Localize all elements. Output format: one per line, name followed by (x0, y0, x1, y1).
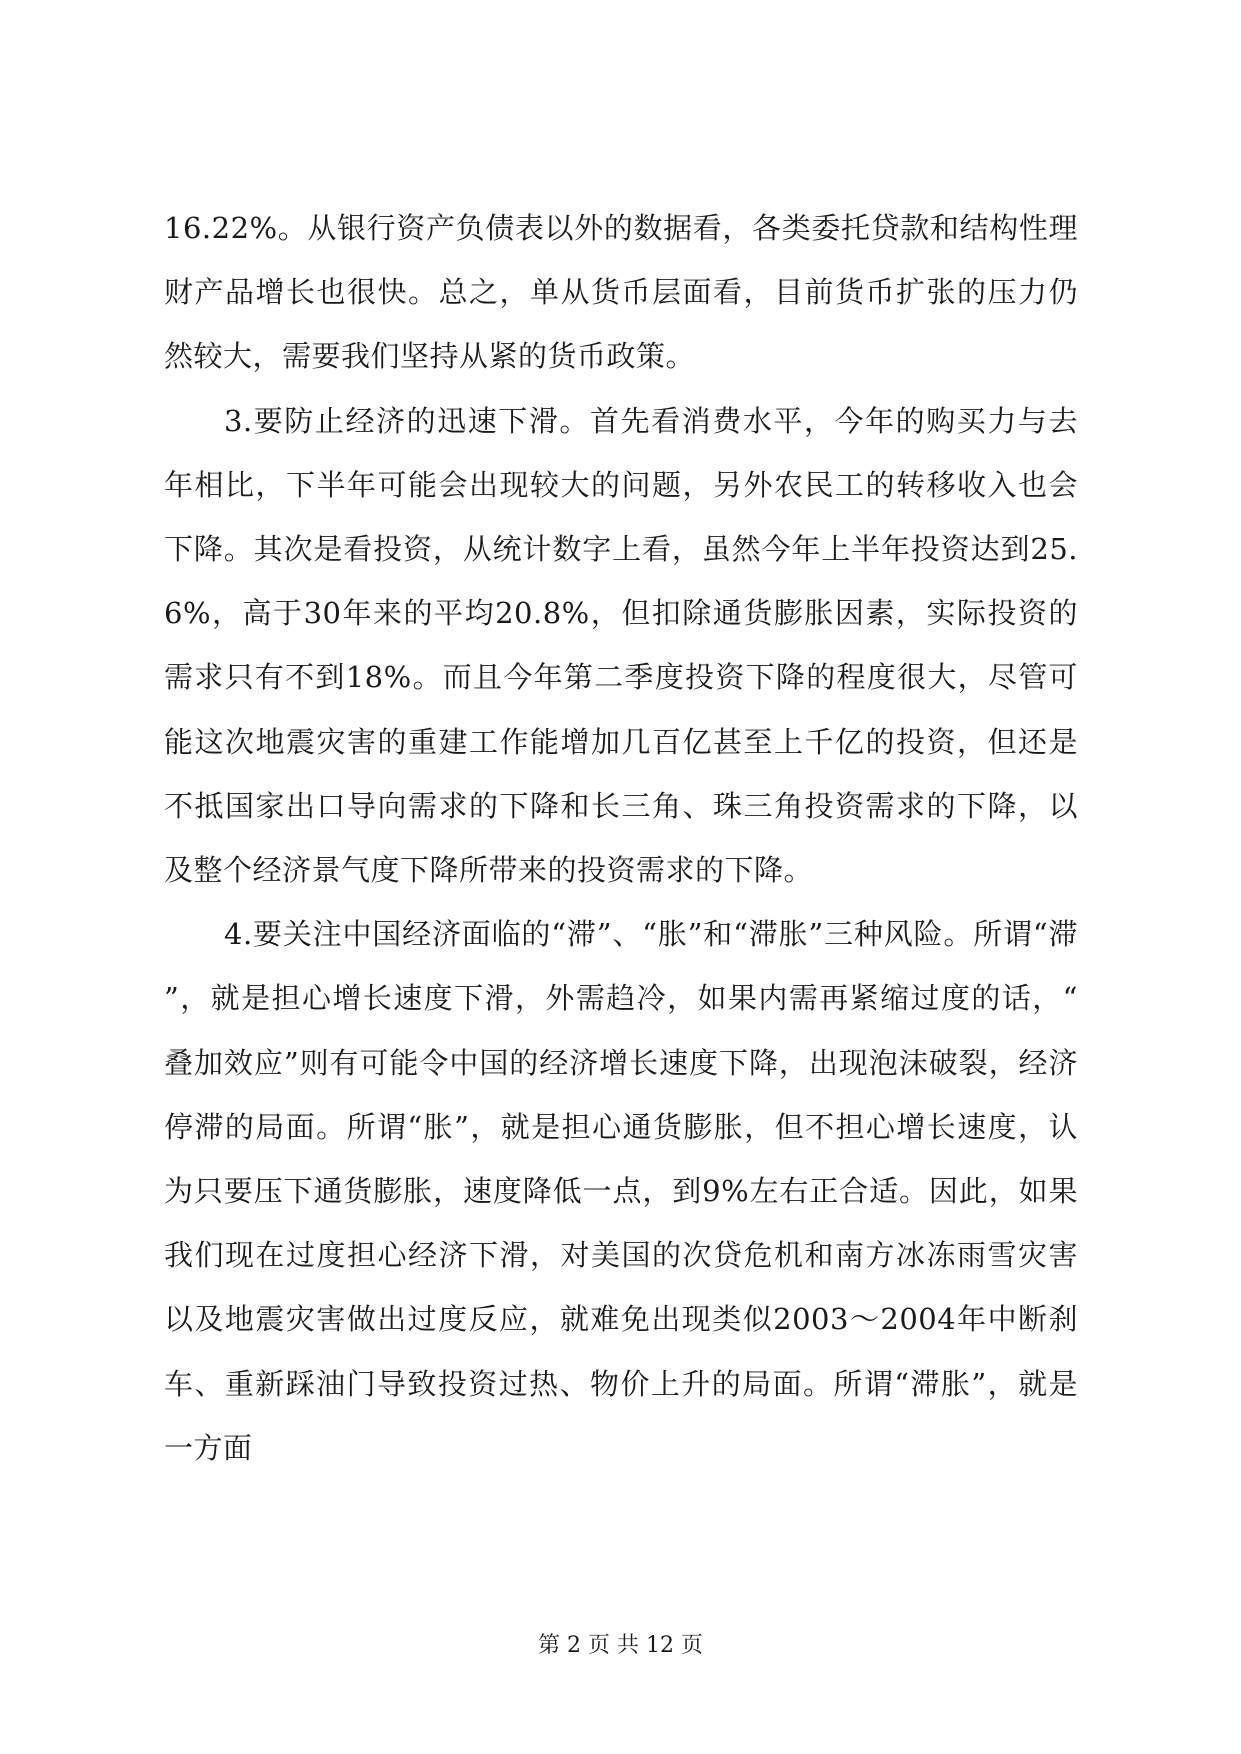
paragraph-3: 4.要关注中国经济面临的“滞”、“胀”和“滞胀”三种风险。所谓“滞”，就是担心增长速度下滑，外需趋冷，如果内需再紧缩过度的话，“叠加效应”则有可能令中国的经济增长速度下降，出现泡沫破裂，经济停滞的局面。所谓“胀”，就是担心通货膨胀，但不担心增长速度，认为只要压下通货膨胀，速度降低一点，到9%左右正合适。因此，如果我们现在过度担心经济下滑，对美国的次贷危机和南方冰冻雨雪灾害以及地震灾害做出过度反应，就难免出现类似2003～2004年中断刹车、重新踩油门导致投资过热、物价上升的局面。所谓“滞胀”，就是一方面 (164, 917, 1078, 1465)
paragraph-2: 3.要防止经济的迅速下滑。首先看消费水平，今年的购买力与去年相比，下半年可能会出现较大的问题，另外农民工的转移收入也会下降。其次是看投资，从统计数字上看，虽然今年上半年投资达到25.6%，高于30年来的平均20.8%，但扣除通货膨胀因素，实际投资的需求只有不到18%。而且今年第二季度投资下降的程度很大，尽管可能这次地震灾害的重建工作能增加几百亿甚至上千亿的投资，但还是不抵国家出口导向需求的下降和长三角、珠三角投资需求的下降，以及整个经济景气度下降所带来的投资需求的下降。 (164, 403, 1078, 888)
page-footer: 第 2 页 共 12 页 (538, 1633, 703, 1658)
body-text (164, 196, 1078, 1480)
paragraph-1: 16.22%。从银行资产负债表以外的数据看，各类委托贷款和结构性理财产品增长也很快。总之，单从货币层面看，目前货币扩张的压力仍然较大，需要我们坚持从紧的货币政策。 (164, 211, 1078, 374)
